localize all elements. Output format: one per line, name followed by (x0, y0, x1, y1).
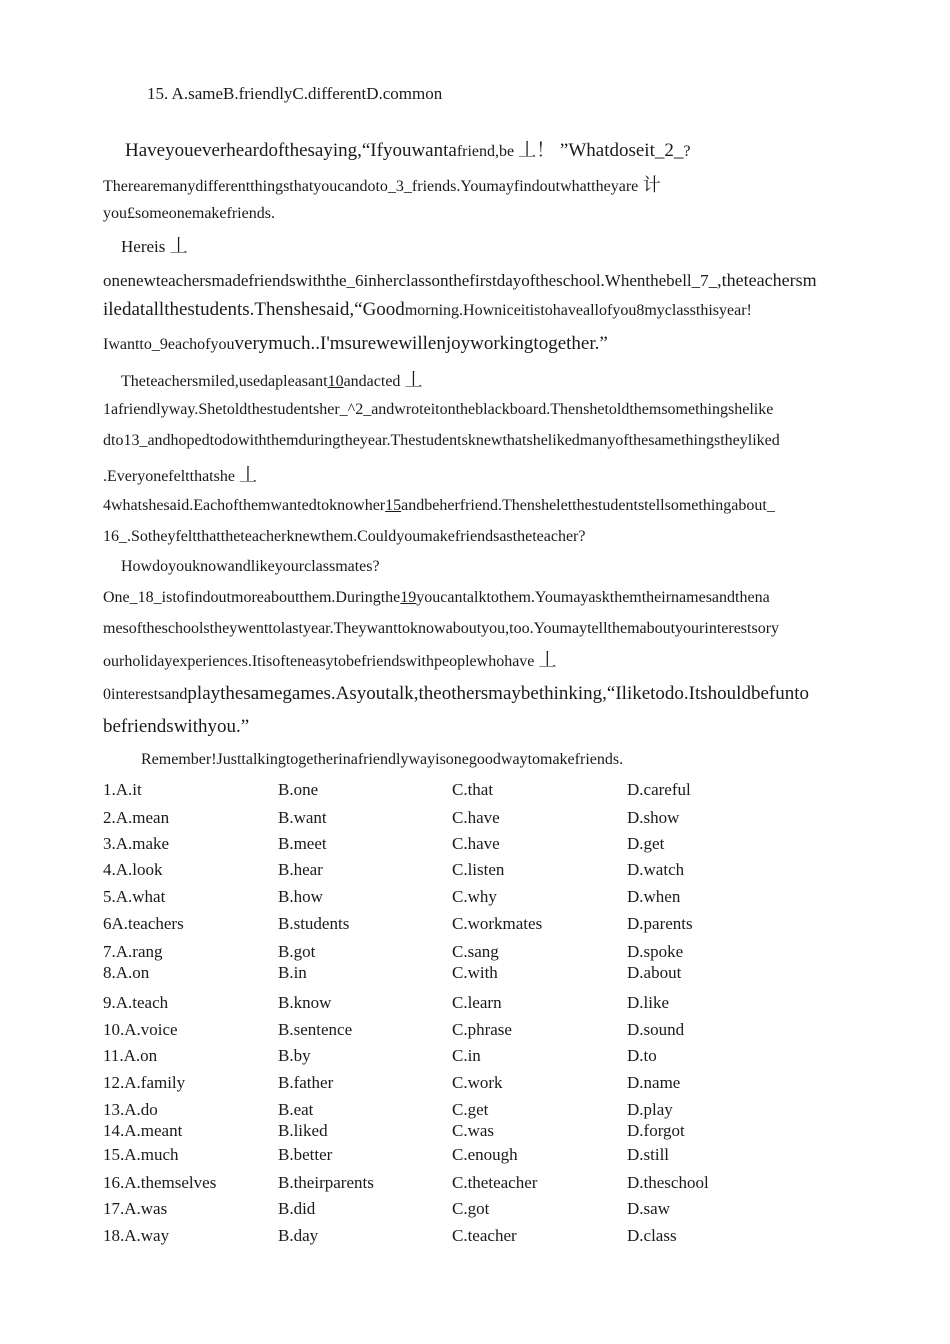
passage-line-8: Theteachersmiled,usedapleasant10andacted 丄 (121, 370, 423, 390)
passage-line-13: 16_.Sotheyfeltthattheteacherknewthem.Couldyoumakefriendsastheteacher? (103, 528, 586, 545)
prev-question-15: 15. A.sameB.friendlyC.differentD.common (147, 84, 443, 103)
passage-line-5: onenewteachersmadefriendswiththe_6inherclassonthefirstdayoftheschool.Whenthebell_7_,theteachersm (103, 270, 817, 290)
passage-line-16: mesoftheschoolstheywenttolastyear.Theywanttoknowaboutyou,too.Youmaytellthemaboutyourinterestsory (103, 620, 780, 637)
blank-marker: 丄 (538, 650, 557, 670)
blank-marker: 丄 (404, 370, 423, 390)
passage-line-10: dto13_andhopedtodowiththemduringtheyear.Thestudentsknewthatshelikedmanyofthesamethingstheyliked (103, 432, 780, 449)
passage-line-11: .Everyonefeltthatshe 丄 (103, 465, 257, 485)
passage-line-2: Therearemanydifferentthingsthatyoucandoto_3_friends.Youmayfindoutwhattheyare 计 (103, 175, 661, 195)
passage-line-4: Hereis 丄 (121, 236, 188, 256)
passage-line-9: 1afriendlyway.Shetoldthestudentsher_^2_andwroteitontheblackboard.Thenshetoldthemsomethingshelike (103, 401, 774, 418)
passage-line-20: Remember!Justtalkingtogetherinafriendlywayisonegoodwaytomakefriends. (141, 751, 624, 768)
blank-marker: 丄 (169, 236, 188, 256)
passage-line-3: you£someonemakefriends. (103, 205, 275, 222)
blank-marker: 丄 (518, 140, 537, 160)
passage-line-19: befriendswithyou.” (103, 716, 250, 737)
passage-line-15: One_18_istofindoutmoreaboutthem.Duringthe19youcantalktothem.Youmayaskthemtheirnamesandthena (103, 589, 770, 606)
passage-line-18: 0interestsandplaythesamegames.Asyoutalk,theothersmaybethinking,“Iliketodo.Itshouldbefunto (103, 683, 810, 704)
passage-line-14: Howdoyouknowandlikeyourclassmates? (121, 558, 380, 575)
blank-marker: 丄 (238, 465, 257, 485)
passage-line-6: iledatallthestudents.Thenshesaid,“Goodmorning.Howniceitistohaveallofyou8myclassthisyear! (103, 299, 752, 320)
passage-line-1: Haveyoueverheardofthesaying,“Ifyouwantafriend,be 丄！ ”Whatdoseit_2_? (125, 140, 691, 161)
passage-line-12: 4whatshesaid.Eachofthemwantedtoknowher15andbeherfriend.Thensheletthestudentstellsomethingabout_ (103, 497, 775, 514)
passage-line-7: Iwantto_9eachofyouverymuch..I'msurewewillenjoyworkingtogether.” (103, 333, 608, 354)
passage-line-17: ourholidayexperiences.Itisofteneasytobefriendswithpeoplewhohave 丄 (103, 650, 557, 670)
